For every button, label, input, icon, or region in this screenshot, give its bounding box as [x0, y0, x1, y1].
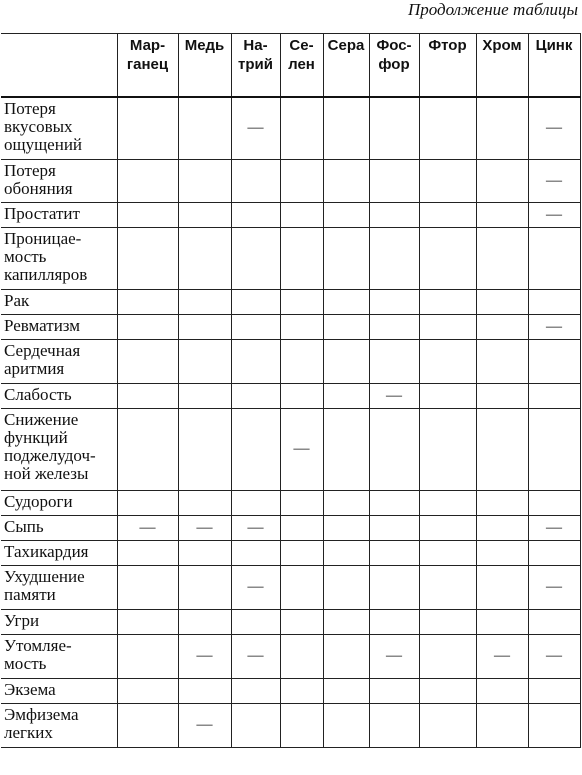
table-row [1, 289, 580, 314]
cell-mark [117, 202, 178, 227]
cell-mark [476, 703, 528, 747]
cell-mark [323, 565, 369, 609]
row-symptom-label: Потеря вкусовых ощущений [1, 97, 117, 159]
cell-mark [323, 490, 369, 515]
cell-mark [280, 383, 323, 408]
cell-mark [231, 383, 280, 408]
table-row [1, 408, 580, 490]
table-body [1, 97, 580, 747]
cell-mark [419, 227, 476, 289]
cell-mark: — [528, 314, 580, 339]
cell-mark [476, 97, 528, 159]
cell-mark: — [178, 634, 231, 678]
cell-mark [117, 383, 178, 408]
cell-mark [117, 540, 178, 565]
cell-mark [280, 314, 323, 339]
cell-mark [476, 159, 528, 202]
cell-mark [231, 289, 280, 314]
cell-mark [280, 634, 323, 678]
cell-mark [476, 289, 528, 314]
cell-mark [369, 678, 419, 703]
cell-mark [117, 289, 178, 314]
cell-mark [231, 159, 280, 202]
cell-mark: — [178, 703, 231, 747]
cell-mark [476, 515, 528, 540]
cell-mark [117, 97, 178, 159]
cell-mark [476, 565, 528, 609]
cell-mark [178, 159, 231, 202]
nutrient-deficiency-table [1, 33, 581, 748]
cell-mark [323, 678, 369, 703]
cell-mark [117, 634, 178, 678]
cell-mark: — [178, 515, 231, 540]
cell-mark [369, 540, 419, 565]
row-symptom-label: Потеря обоняния [1, 159, 117, 202]
cell-mark [369, 202, 419, 227]
cell-mark [476, 383, 528, 408]
cell-mark [369, 314, 419, 339]
table-row [1, 634, 580, 678]
cell-mark [117, 565, 178, 609]
cell-mark [231, 703, 280, 747]
cell-mark [178, 490, 231, 515]
cell-mark [419, 565, 476, 609]
cell-mark [280, 97, 323, 159]
cell-mark: — [528, 202, 580, 227]
cell-mark: — [231, 515, 280, 540]
cell-mark [528, 289, 580, 314]
cell-mark [528, 609, 580, 634]
row-symptom-label: Проницае- мость капилляров [1, 227, 117, 289]
cell-mark [178, 565, 231, 609]
row-symptom-label: Сердечная аритмия [1, 339, 117, 383]
row-symptom-label: Судороги [1, 490, 117, 515]
cell-mark [280, 565, 323, 609]
cell-mark [419, 678, 476, 703]
cell-mark [419, 490, 476, 515]
table-row [1, 490, 580, 515]
cell-mark [117, 490, 178, 515]
cell-mark [231, 540, 280, 565]
cell-mark [323, 202, 369, 227]
cell-mark [280, 678, 323, 703]
cell-mark [528, 227, 580, 289]
table-row [1, 227, 580, 289]
cell-mark [476, 540, 528, 565]
cell-mark [419, 159, 476, 202]
cell-mark [528, 703, 580, 747]
row-symptom-label: Угри [1, 609, 117, 634]
column-header-copper: Медь [178, 34, 231, 98]
table-continuation-caption: Продолжение таблицы [407, 0, 578, 19]
table-row [1, 678, 580, 703]
cell-mark [476, 609, 528, 634]
row-symptom-label: Простатит [1, 202, 117, 227]
table-row [1, 202, 580, 227]
row-symptom-label: Утомляе- мость [1, 634, 117, 678]
cell-mark [419, 383, 476, 408]
table-row [1, 515, 580, 540]
row-symptom-label: Снижение функций поджелудоч- ной железы [1, 408, 117, 490]
cell-mark: — [528, 634, 580, 678]
cell-mark [369, 227, 419, 289]
table-row [1, 314, 580, 339]
cell-mark [476, 408, 528, 490]
cell-mark: — [231, 97, 280, 159]
column-header-selenium: Се- лен [280, 34, 323, 98]
cell-mark [476, 314, 528, 339]
table-row [1, 703, 580, 747]
cell-mark: — [528, 565, 580, 609]
cell-mark [419, 339, 476, 383]
cell-mark [178, 202, 231, 227]
column-header-fluorine: Фтор [419, 34, 476, 98]
cell-mark [178, 227, 231, 289]
cell-mark [476, 227, 528, 289]
cell-mark [476, 490, 528, 515]
row-symptom-label: Эмфизема легких [1, 703, 117, 747]
cell-mark [178, 289, 231, 314]
cell-mark [117, 609, 178, 634]
cell-mark [323, 634, 369, 678]
cell-mark [419, 314, 476, 339]
cell-mark [323, 515, 369, 540]
cell-mark [178, 609, 231, 634]
cell-mark [369, 515, 419, 540]
cell-mark [280, 703, 323, 747]
cell-mark [178, 339, 231, 383]
cell-mark [419, 515, 476, 540]
cell-mark [178, 408, 231, 490]
table-row [1, 540, 580, 565]
table-row [1, 565, 580, 609]
cell-mark [117, 678, 178, 703]
cell-mark [231, 227, 280, 289]
row-symptom-label: Рак [1, 289, 117, 314]
column-header-chromium: Хром [476, 34, 528, 98]
cell-mark [419, 289, 476, 314]
cell-mark [528, 408, 580, 490]
cell-mark [528, 540, 580, 565]
cell-mark [231, 678, 280, 703]
cell-mark [323, 383, 369, 408]
cell-mark [369, 490, 419, 515]
cell-mark: — [476, 634, 528, 678]
cell-mark [323, 227, 369, 289]
cell-mark [476, 678, 528, 703]
cell-mark [419, 408, 476, 490]
cell-mark [323, 408, 369, 490]
cell-mark: — [280, 408, 323, 490]
cell-mark [117, 339, 178, 383]
cell-mark [117, 703, 178, 747]
cell-mark [280, 490, 323, 515]
cell-mark [178, 540, 231, 565]
column-header-phosphorus: Фос- фор [369, 34, 419, 98]
cell-mark [280, 540, 323, 565]
cell-mark [323, 540, 369, 565]
cell-mark: — [528, 97, 580, 159]
cell-mark [280, 227, 323, 289]
cell-mark [231, 339, 280, 383]
cell-mark [419, 540, 476, 565]
cell-mark [323, 289, 369, 314]
row-symptom-label: Сыпь [1, 515, 117, 540]
cell-mark [280, 515, 323, 540]
row-symptom-label: Ухудшение памяти [1, 565, 117, 609]
cell-mark [369, 565, 419, 609]
cell-mark [369, 408, 419, 490]
table-row [1, 97, 580, 159]
cell-mark [231, 490, 280, 515]
cell-mark [280, 159, 323, 202]
cell-mark [369, 289, 419, 314]
cell-mark [369, 339, 419, 383]
cell-mark [280, 339, 323, 383]
table-row [1, 159, 580, 202]
table-row [1, 339, 580, 383]
cell-mark [117, 408, 178, 490]
cell-mark [231, 314, 280, 339]
row-symptom-label: Тахикардия [1, 540, 117, 565]
cell-mark [280, 289, 323, 314]
table-row [1, 383, 580, 408]
column-header-sulfur: Сера [323, 34, 369, 98]
cell-mark [323, 159, 369, 202]
column-header-sodium: На- трий [231, 34, 280, 98]
cell-mark [528, 383, 580, 408]
header-corner-cell [1, 34, 117, 98]
cell-mark: — [117, 515, 178, 540]
cell-mark [280, 609, 323, 634]
cell-mark: — [528, 159, 580, 202]
row-symptom-label: Ревматизм [1, 314, 117, 339]
cell-mark [178, 314, 231, 339]
cell-mark: — [369, 383, 419, 408]
cell-mark [419, 634, 476, 678]
cell-mark [231, 202, 280, 227]
table-row [1, 609, 580, 634]
cell-mark [419, 609, 476, 634]
cell-mark [419, 703, 476, 747]
cell-mark: — [231, 565, 280, 609]
row-symptom-label: Экзема [1, 678, 117, 703]
cell-mark [117, 314, 178, 339]
cell-mark [323, 703, 369, 747]
cell-mark [369, 703, 419, 747]
cell-mark [323, 314, 369, 339]
cell-mark [280, 202, 323, 227]
cell-mark [419, 202, 476, 227]
cell-mark [117, 159, 178, 202]
cell-mark [178, 97, 231, 159]
cell-mark: — [231, 634, 280, 678]
cell-mark [476, 202, 528, 227]
cell-mark [528, 490, 580, 515]
cell-mark [323, 97, 369, 159]
cell-mark [369, 159, 419, 202]
cell-mark [178, 678, 231, 703]
cell-mark [419, 97, 476, 159]
cell-mark [231, 408, 280, 490]
cell-mark: — [369, 634, 419, 678]
table-header-row [1, 34, 580, 98]
cell-mark [178, 383, 231, 408]
row-symptom-label: Слабость [1, 383, 117, 408]
cell-mark [231, 609, 280, 634]
cell-mark: — [528, 515, 580, 540]
column-header-zinc: Цинк [528, 34, 580, 98]
cell-mark [323, 339, 369, 383]
cell-mark [369, 97, 419, 159]
cell-mark [323, 609, 369, 634]
cell-mark [528, 339, 580, 383]
cell-mark [117, 227, 178, 289]
cell-mark [476, 339, 528, 383]
column-header-manganese: Мар- ганец [117, 34, 178, 98]
cell-mark [369, 609, 419, 634]
cell-mark [528, 678, 580, 703]
